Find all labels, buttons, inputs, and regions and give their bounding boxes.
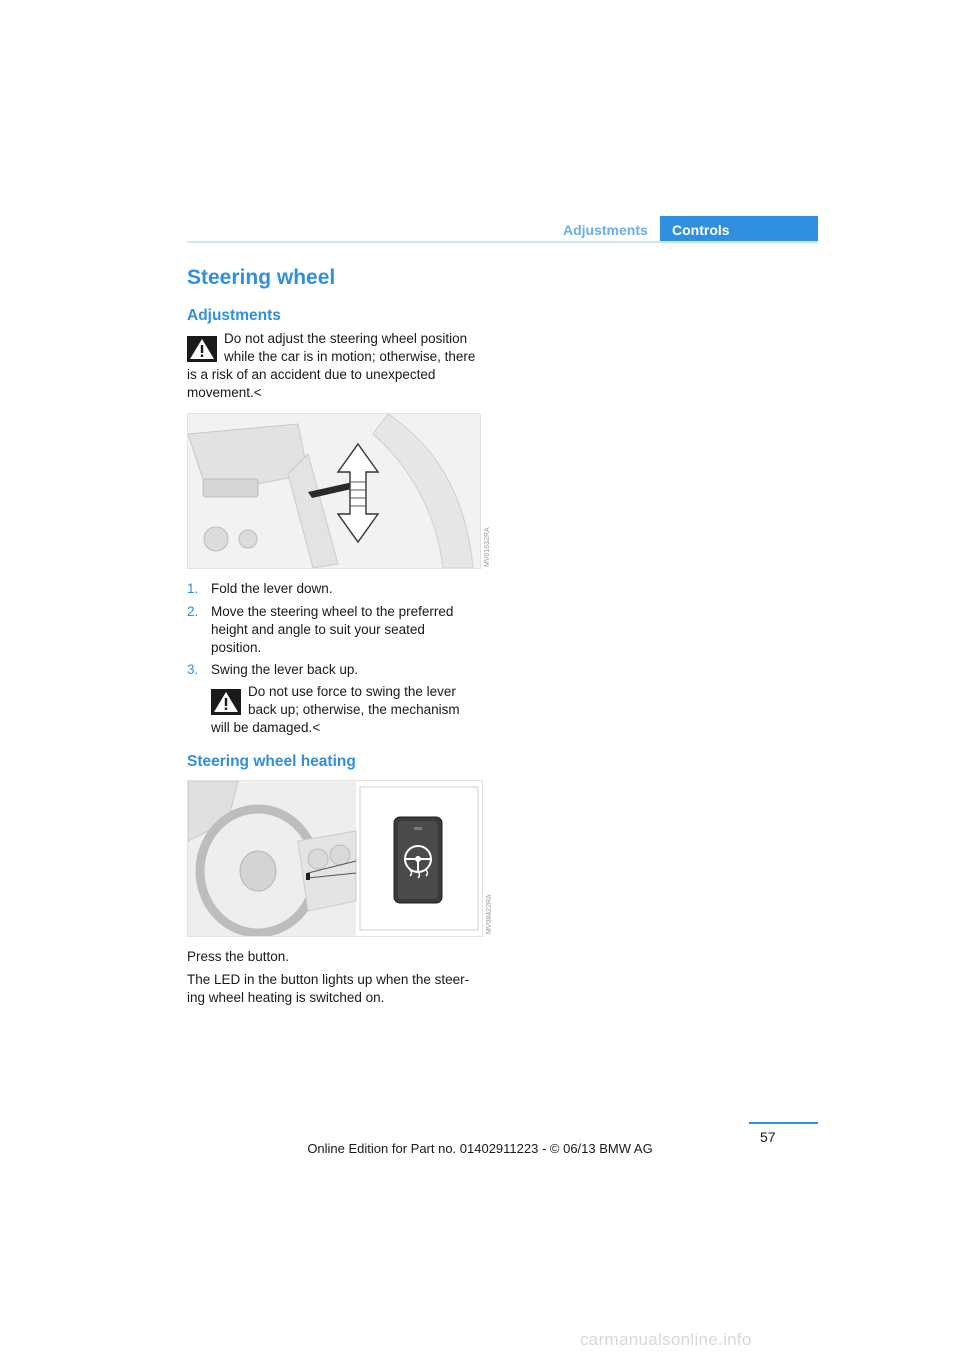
step-number: 2. [187,604,199,619]
heating-text: The LED in the button lights up when the steer- [187,972,470,987]
header-chapter-tab: Controls [660,216,818,243]
steering-adjust-illustration [188,414,480,568]
step-text: Swing the lever back up. [211,662,359,677]
footer-edition: Online Edition for Part no. 01402911223 - © 06/13 BMW AG [307,1141,653,1156]
warning-end-mark: < [253,385,262,400]
warning-text-line: will be damaged.< [211,720,321,735]
heating-text: ing wheel heating is switched on. [187,990,385,1005]
step-item [187,661,198,679]
figure-code: MV01632RA [484,527,491,567]
adjustments-heading: Adjustments [187,307,281,324]
page-number: 57 [760,1129,776,1145]
step-item [187,603,198,621]
warning-text-line: is a risk of an accident due to unexpected [187,367,436,382]
heating-heading: Steering wheel heating [187,753,356,770]
warning-text-line: Do not adjust the steering wheel position [224,331,468,346]
step-number: 1. [187,581,199,596]
step-item [187,580,198,598]
heating-figure [187,780,483,937]
step-text: Fold the lever down. [211,581,333,596]
step-number: 3. [187,662,199,677]
step-text: Move the steering wheel to the preferred [211,604,454,619]
footer-rule [749,1122,818,1124]
warning-icon [211,689,241,715]
warning-text-line: Do not use force to swing the lever [248,684,456,699]
header-section: Adjustments [563,222,648,238]
warning-text-line: back up; otherwise, the mechanism [248,702,460,717]
heating-illustration [188,781,482,936]
page-title: Steering wheel [187,266,336,289]
watermark: carmanualsonline.info [580,1330,752,1349]
warning-text-line: while the car is in motion; otherwise, there [224,349,476,364]
step-text: height and angle to suit your seated [211,622,425,637]
warning-icon [187,336,217,362]
header-rule [187,241,818,243]
step-text: position. [211,640,262,655]
warning-end-mark: < [312,720,321,735]
heating-text: Press the button. [187,949,290,964]
warning-text-line: movement.< [187,385,262,400]
steering-adjust-figure [187,413,481,569]
figure-code: MV08422RA [486,894,493,934]
